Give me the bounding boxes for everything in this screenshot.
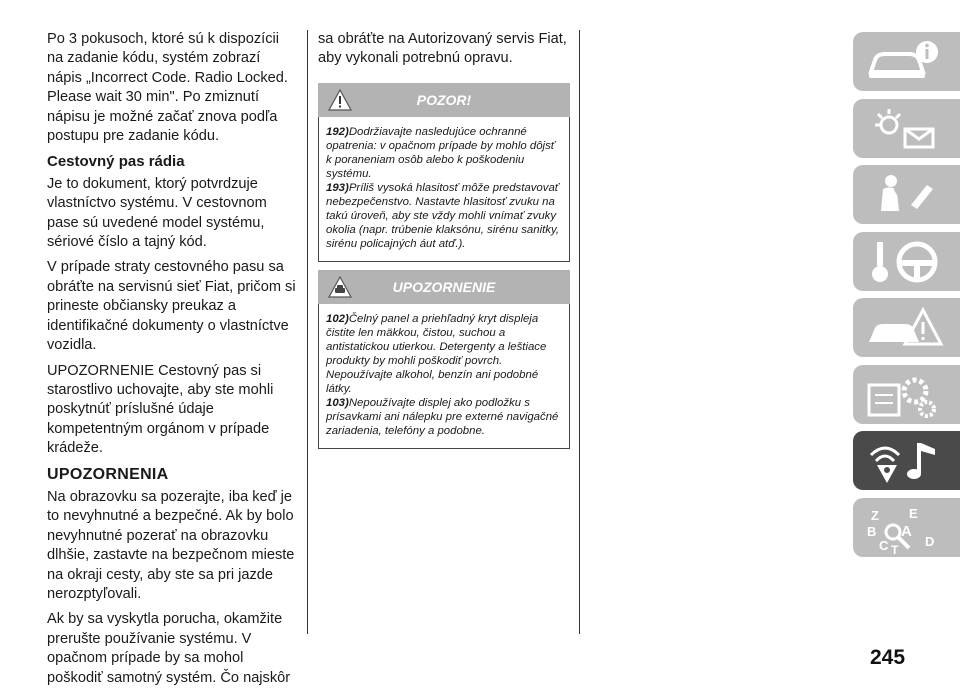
- tab-multimedia[interactable]: [853, 431, 960, 490]
- left-column: [47, 30, 297, 694]
- paragraph-screen-safety: Na obrazovku sa pozerajte, iba keď je to nevyhnutné a bezpečné. Ak by bolo nevyhnutné pozerať na obrazovku dlhšie, zastavte na bezpečnom mieste na okraji cesty, aby ste sa pri jazde nerozptyľovali.: [47, 488, 295, 602]
- page-number: 245: [870, 646, 906, 669]
- key-steering-wheel-icon: [865, 238, 945, 286]
- warning-box: [318, 117, 570, 262]
- paragraph-passport-definition: Je to dokument, ktorý potvrdzuje vlastníctvo systému. V cestovnom pase sú uvedené model systému, sériové číslo a tajný kód.: [47, 175, 267, 251]
- warning-number: 192): [326, 125, 349, 138]
- index-letter-c: C: [879, 537, 889, 553]
- column-divider: [307, 30, 308, 634]
- warning-number: 193): [326, 181, 349, 194]
- paragraph-passport-loss: V prípade straty cestovného pasu sa obráťte na servisnú sieť Fiat, pričom si prineste občiansky preukaz a identifikačné dokumenty o vlastníctve vozidla.: [47, 259, 296, 354]
- caution-number: 103): [326, 396, 349, 409]
- multimedia-note-icon: [865, 437, 945, 485]
- warning-title: POZOR!: [416, 91, 472, 108]
- column-divider: [579, 30, 580, 634]
- caution-title: UPOZORNENIE: [392, 278, 496, 295]
- caution-item-103: [326, 396, 562, 438]
- tab-maintenance[interactable]: [853, 365, 960, 424]
- heading-radio-passport: Cestovný pas rádia: [47, 153, 185, 171]
- paragraph-continuation: sa obráťte na Autorizovaný servis Fiat, aby vykonali potrebnú opravu.: [318, 31, 567, 67]
- warning-header: [318, 83, 570, 117]
- index-letter-e: E: [909, 505, 918, 521]
- warning-lights-icon: [865, 105, 945, 153]
- right-column: [318, 30, 570, 449]
- caution-text: Čelný panel a priehľadný kryt displeja čistite len mäkkou, čistou, suchou a antistatickou utierkou. Detergenty a leštiace produkty by mohli poškodiť povrch. Nepoužívajte alkohol, benzín ani podobné látky.: [326, 312, 547, 395]
- tab-warning-lights[interactable]: [853, 99, 960, 158]
- index-letter-d: D: [925, 533, 935, 549]
- index-letter-z: Z: [871, 507, 879, 523]
- tab-car-info[interactable]: [853, 32, 960, 91]
- tab-index[interactable]: [853, 498, 960, 557]
- caution-item-102: [326, 312, 562, 396]
- caution-number: 102): [326, 312, 349, 325]
- tab-starting-driving[interactable]: [853, 232, 960, 291]
- caution-text: Nepoužívajte displej ako podložku s prísavkami ani nálepku pre externé navigačné zariadenia, telefóny a podobne.: [326, 396, 559, 437]
- car-breakdown-icon: [865, 304, 945, 352]
- tab-safety[interactable]: [853, 165, 960, 224]
- alphabetical-index-icon: [865, 504, 945, 556]
- maintenance-gears-icon: [865, 371, 945, 419]
- heading-warnings: UPOZORNENIA: [47, 465, 169, 483]
- warning-text: Dodržiavajte nasledujúce ochranné opatrenia: v opačnom prípade by mohlo dôjsť k poraneniam osôb alebo k poškodeniu systému.: [326, 125, 555, 180]
- index-letter-a: A: [901, 522, 912, 540]
- paragraph-code-attempts: Po 3 pokusoch, ktoré sú k dispozícii na zadanie kódu, systém zobrazí nápis „Incorrect Code. Radio Locked. Please wait 30 min". Po zmiznutí nápisu je možné začať znova podľa postupu pre zadanie kódu.: [47, 31, 288, 145]
- paragraph-fault: Ak by sa vyskytla porucha, okamžite prerušte používanie systému. V opačnom prípade by sa mohol poškodiť samotný systém. Čo najskôr: [47, 611, 291, 686]
- warning-text: Príliš vysoká hlasitosť môže predstavovať nebezpečenstvo. Nastavte hlasitosť zvuku na takú úroveň, aby ste vždy mohli vnímať zvuky okolia (napr. trúbenie klaksónu, sirénu sanitky, sirénu policajných áut atď.).: [326, 181, 559, 250]
- paragraph-passport-note: UPOZORNENIE Cestovný pas si starostlivo uchovajte, aby ste mohli poskytnúť príslušné údaje kompetentným orgánom v prípade krádeže.: [47, 362, 274, 457]
- warning-item-193: [326, 181, 562, 251]
- chapter-tabs: [853, 32, 960, 564]
- caution-header: [318, 270, 570, 304]
- car-info-icon: [865, 38, 945, 86]
- index-letter-b: B: [867, 523, 877, 539]
- warning-item-192: [326, 125, 562, 181]
- tab-emergency[interactable]: [853, 298, 960, 357]
- index-letter-t: T: [891, 542, 899, 556]
- caution-box: [318, 304, 570, 449]
- airbag-safety-icon: [865, 171, 945, 219]
